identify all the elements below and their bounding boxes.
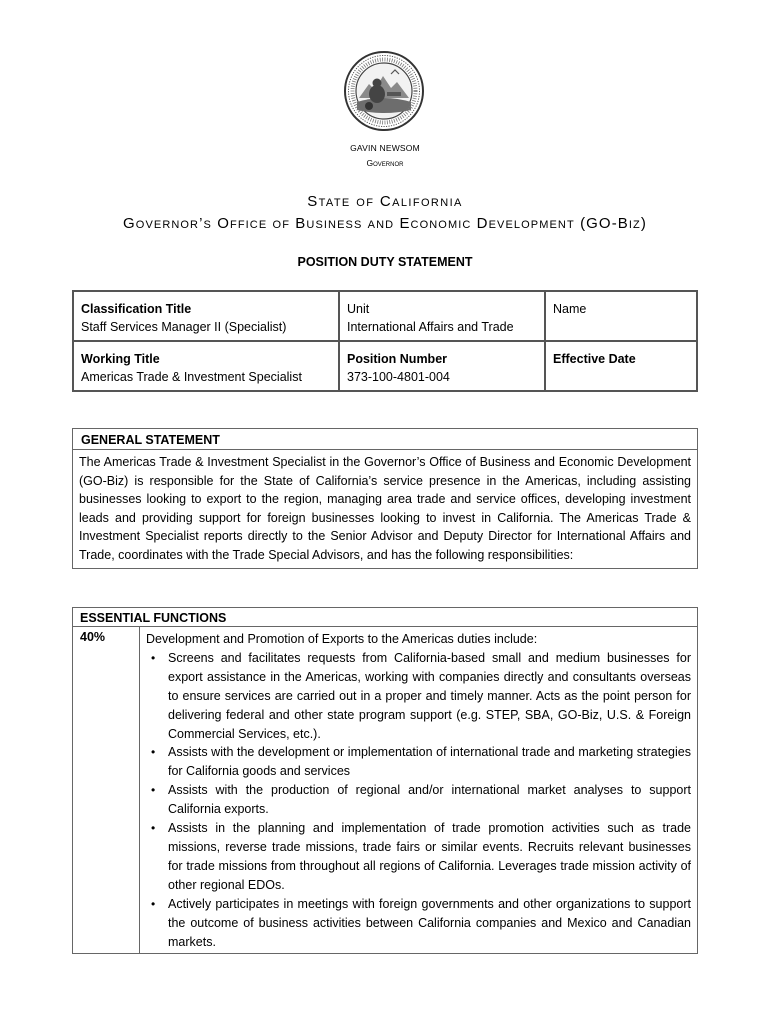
unit-value: International Affairs and Trade <box>347 320 514 334</box>
state-seal <box>343 50 425 132</box>
office-heading: Governor’s Office of Business and Economic Development (GO-Biz) <box>123 215 647 232</box>
duties-list <box>146 649 691 952</box>
effective-date-cell <box>545 341 697 391</box>
general-statement-heading: GENERAL STATEMENT <box>73 429 697 450</box>
general-statement-box <box>72 428 698 569</box>
duty-item: • Assists with the development or implementation of international trade and marketing strategies for California goods and services <box>168 743 691 781</box>
classification-value: Staff Services Manager II (Specialist) <box>81 320 287 334</box>
governor-title: Governor <box>366 158 404 168</box>
state-heading: State of California <box>307 193 463 210</box>
general-statement-text: The Americas Trade & Investment Specialist in the Governor’s Office of Business and Economic Development (GO-Biz) is responsible for the State of California’s service presence in the Americas, including assisting businesses looking to export to the region, managing area trade and service offices, developing investment leads and providing support for foreign businesses looking to invest in California. The Americas Trade & Investment Specialist reports directly to the Senior Advisor and Deputy Director for International Affairs and Trade, coordinates with the Trade Special Advisors, and has the following responsibilities: <box>79 455 691 562</box>
position-number-cell <box>339 341 545 391</box>
function-percent: 40% <box>73 627 140 954</box>
unit-cell <box>339 291 545 341</box>
name-label: Name <box>553 302 587 316</box>
function-intro: Development and Promotion of Exports to the Americas duties include: <box>146 632 538 646</box>
working-title-cell <box>73 341 339 391</box>
position-number-value: 373-100-4801-004 <box>347 370 450 384</box>
essential-functions-heading: ESSENTIAL FUNCTIONS <box>73 608 698 627</box>
document-title: POSITION DUTY STATEMENT <box>297 255 473 269</box>
classification-cell <box>73 291 339 341</box>
duty-item: • Assists in the planning and implementation of trade promotion activities such as trade missions, reverse trade missions, trade fairs or similar events. Recruits relevant businesses for trade missions from throughout all regions of California. Leverages trade mission activity of other regional EDOs. <box>168 819 691 895</box>
essential-functions-table <box>72 607 698 954</box>
function-description <box>140 627 698 954</box>
classification-label: Classification Title <box>81 302 192 316</box>
position-number-label: Position Number <box>347 352 448 366</box>
working-title-value: Americas Trade & Investment Specialist <box>81 370 302 384</box>
duty-item: • Assists with the production of regional and/or international market analyses to support California exports. <box>168 781 691 819</box>
duty-item: • Actively participates in meetings with foreign governments and other organizations to support the outcome of business activities between California companies and Mexico and Canadian markets. <box>168 895 691 952</box>
state-seal-icon <box>343 50 425 132</box>
governor-name: GAVIN NEWSOM <box>350 143 420 153</box>
working-title-label: Working Title <box>81 352 160 366</box>
duty-item: • Screens and facilitates requests from California-based small and medium businesses for export assistance in the Americas, working with companies directly and consultants overseas to ensure services are carried out in a proper and timely manner. Acts as the point person for delivering federal and other state program support (e.g. STEP, SBA, GO-Biz, U.S. & Foreign Commercial Services, etc.). <box>168 649 691 744</box>
position-info-table <box>72 290 698 392</box>
effective-date-label: Effective Date <box>553 352 636 366</box>
unit-label: Unit <box>347 302 370 316</box>
name-cell <box>545 291 697 341</box>
